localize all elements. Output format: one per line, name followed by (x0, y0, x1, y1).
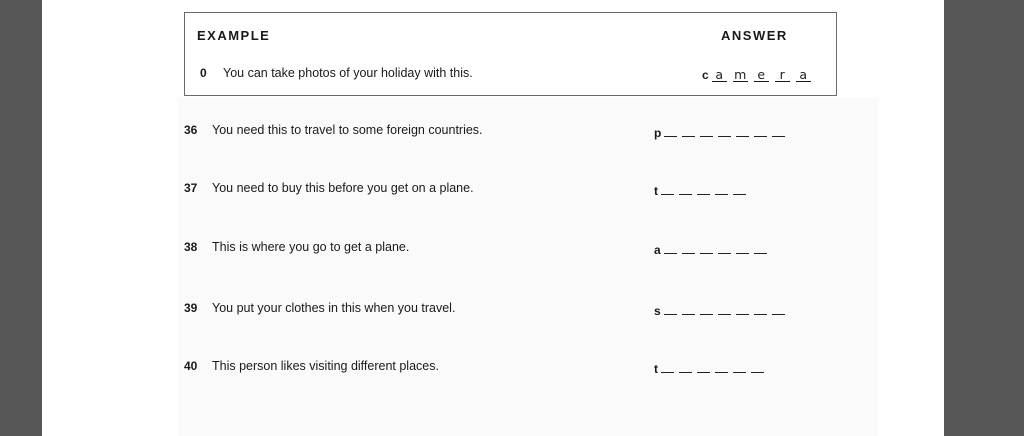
left-margin-bar (0, 0, 42, 436)
letter-blank[interactable] (700, 252, 713, 254)
example-answer-first-letter: c (702, 68, 709, 82)
example-number: 0 (200, 66, 207, 80)
question-number: 37 (184, 181, 198, 195)
right-margin-bar (944, 0, 1024, 436)
letter-blank[interactable] (754, 252, 767, 254)
letter-blank[interactable] (733, 193, 746, 195)
answer-letter: e (754, 68, 769, 82)
answer-first-letter: t (654, 362, 658, 376)
answer-letter: r (775, 68, 790, 82)
example-question: You can take photos of your holiday with this. (223, 66, 473, 80)
letter-blank[interactable] (772, 313, 785, 315)
letter-blank[interactable] (682, 252, 695, 254)
letter-blank[interactable] (754, 313, 767, 315)
letter-blank[interactable] (664, 135, 677, 137)
letter-blank[interactable] (664, 313, 677, 315)
letter-blank[interactable] (718, 313, 731, 315)
question-text: You need this to travel to some foreign countries. (212, 123, 483, 137)
question-number: 39 (184, 301, 198, 315)
letter-blank[interactable] (736, 313, 749, 315)
letter-blank[interactable] (664, 252, 677, 254)
answer-letter: a (712, 68, 727, 82)
answer-blanks[interactable] (654, 359, 769, 375)
question-text: You put your clothes in this when you travel. (212, 301, 456, 315)
letter-blank[interactable] (715, 193, 728, 195)
letter-blank[interactable] (679, 193, 692, 195)
page-shade (178, 98, 878, 436)
letter-blank[interactable] (754, 135, 767, 137)
answer-letter: a (796, 68, 811, 82)
letter-blank[interactable] (736, 252, 749, 254)
answer-first-letter: p (654, 126, 662, 140)
question-number: 40 (184, 359, 198, 373)
letter-blank[interactable] (661, 371, 674, 373)
letter-blank[interactable] (697, 193, 710, 195)
letter-blank[interactable] (718, 135, 731, 137)
question-number: 38 (184, 240, 198, 254)
letter-blank[interactable] (751, 371, 764, 373)
question-text: You need to buy this before you get on a plane. (212, 181, 474, 195)
letter-blank[interactable] (682, 313, 695, 315)
answer-first-letter: a (654, 243, 661, 257)
letter-blank[interactable] (772, 135, 785, 137)
letter-blank[interactable] (736, 135, 749, 137)
letter-blank[interactable] (715, 371, 728, 373)
letter-blank[interactable] (700, 135, 713, 137)
answer-blanks[interactable] (654, 240, 772, 256)
answer-blanks[interactable] (654, 123, 790, 139)
question-text: This is where you go to get a plane. (212, 240, 410, 254)
answer-first-letter: s (654, 304, 661, 318)
question-number: 36 (184, 123, 198, 137)
question-text: This person likes visiting different places. (212, 359, 439, 373)
letter-blank[interactable] (700, 313, 713, 315)
answer-first-letter: t (654, 184, 658, 198)
letter-blank[interactable] (661, 193, 674, 195)
letter-blank[interactable] (682, 135, 695, 137)
example-box (184, 12, 837, 96)
answer-letter: m (734, 67, 747, 82)
answer-heading: ANSWER (721, 28, 788, 43)
example-answer (702, 64, 817, 82)
example-heading: EXAMPLE (197, 28, 271, 43)
answer-blanks[interactable] (654, 181, 751, 197)
answer-blanks[interactable] (654, 301, 790, 317)
letter-blank[interactable] (718, 252, 731, 254)
letter-blank[interactable] (679, 371, 692, 373)
worksheet-page (42, 0, 944, 436)
letter-blank[interactable] (697, 371, 710, 373)
letter-blank[interactable] (733, 371, 746, 373)
